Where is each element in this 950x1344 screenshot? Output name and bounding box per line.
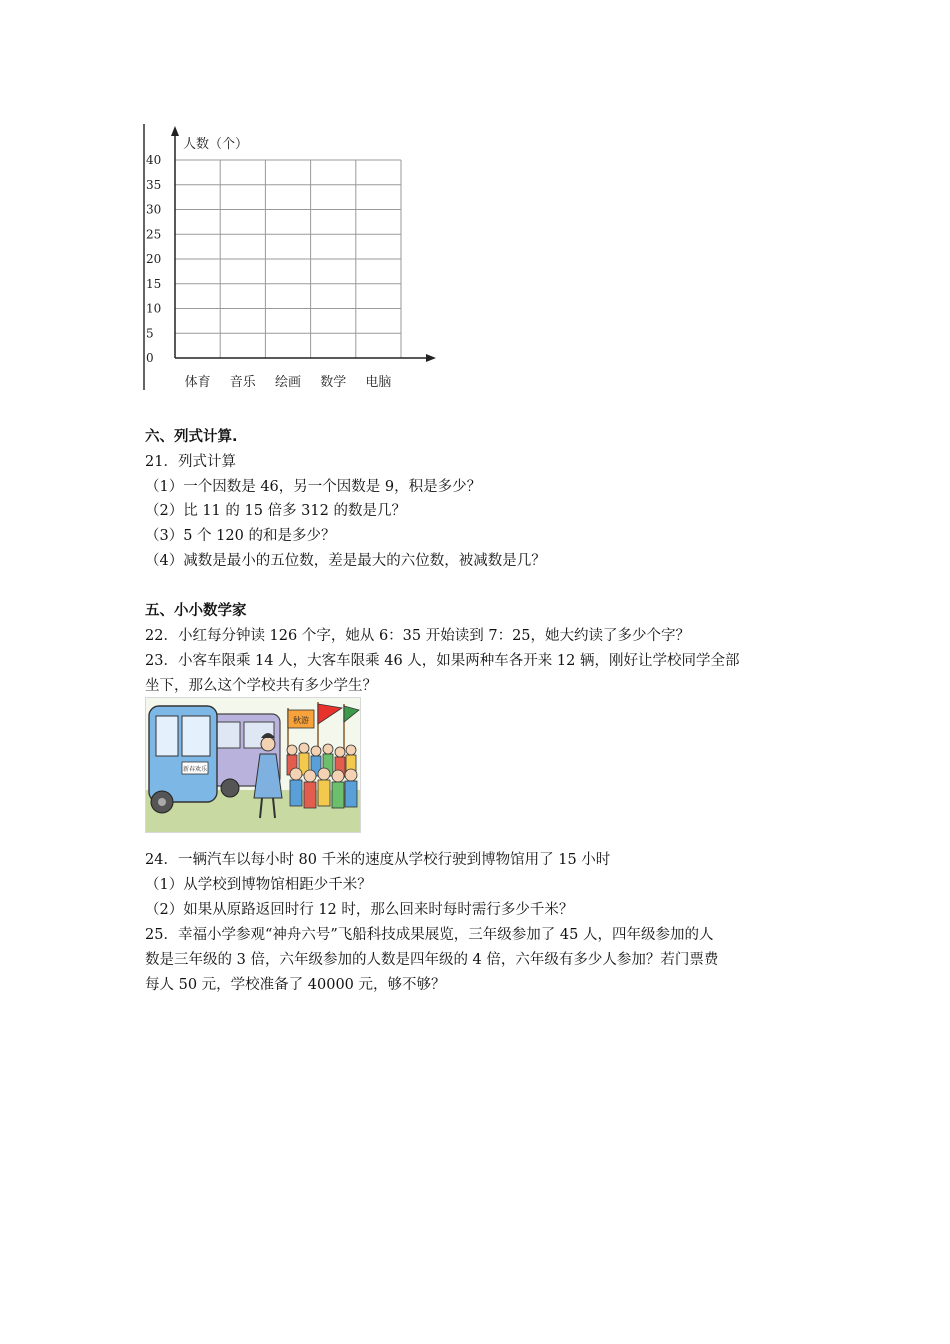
x-tick-label: 数学 bbox=[320, 375, 347, 390]
y-axis-arrow bbox=[171, 126, 179, 136]
bus-sign: 新春欢乐 bbox=[182, 766, 208, 773]
q24-item-2: （2）如果从原路返回时行 12 时，那么回来时每时需行多少千米？ bbox=[145, 902, 574, 918]
section6-heading: 六、列式计算. bbox=[145, 429, 238, 445]
q23-line-2: 坐下，那么这个学校共有多少学生？ bbox=[145, 678, 377, 694]
y-tick-label: 40 bbox=[146, 153, 162, 167]
y-axis-label: 人数（个） bbox=[183, 137, 249, 152]
x-tick-label: 电脑 bbox=[365, 375, 392, 390]
y-tick-label: 35 bbox=[146, 177, 162, 192]
y-tick-label: 10 bbox=[146, 301, 162, 316]
x-tick-label: 绘画 bbox=[274, 375, 302, 390]
q21-item-1: （1）一个因数是 46，另一个因数是 9，积是多少？ bbox=[145, 479, 482, 495]
y-tick-label: 5 bbox=[146, 326, 154, 341]
y-tick-label: 0 bbox=[146, 351, 154, 365]
x-axis-arrow bbox=[426, 354, 436, 362]
q22-text: 22．小红每分钟读 126 个字，她从 6：35 开始读到 7：25，她大约读了多少个字？ bbox=[145, 628, 691, 644]
y-tick-label: 20 bbox=[146, 252, 162, 266]
empty-bar-chart bbox=[140, 122, 440, 392]
q24-item-1: （1）从学校到博物馆相距少千米？ bbox=[145, 877, 372, 893]
q21-item-4: （4）减数是最小的五位数，差是最大的六位数，被减数是几？ bbox=[145, 553, 546, 569]
q25-line-2: 数是三年级的 3 倍，六年级参加的人数是四年级的 4 倍，六年级有多少人参加？若门票费 bbox=[145, 952, 719, 968]
q21-item-3: （3）5 个 120 的和是多少？ bbox=[145, 528, 336, 544]
chart-canvas bbox=[140, 122, 440, 392]
q23-line-1: 23．小客车限乘 14 人，大客车限乘 46 人，如果两种车各开来 12 辆，刚好让学校同学全部 bbox=[145, 653, 740, 669]
q21-title: 21．列式计算 bbox=[145, 454, 236, 470]
y-tick-label: 25 bbox=[146, 227, 162, 242]
field-trip-illustration bbox=[145, 697, 361, 833]
q21-item-2: （2）比 11 的 15 倍多 312 的数是几？ bbox=[145, 503, 406, 519]
q25-line-3: 每人 50 元，学校准备了 40000 元，够不够？ bbox=[145, 977, 446, 993]
y-tick-label: 30 bbox=[146, 202, 162, 217]
flag-sign: 秋游 bbox=[293, 716, 309, 725]
x-tick-label: 体育 bbox=[184, 375, 211, 390]
q25-line-1: 25．幸福小学参观“神舟六号”飞船科技成果展览，三年级参加了 45 人，四年级参加的人 bbox=[145, 927, 714, 943]
q24-title: 24．一辆汽车以每小时 80 千米的速度从学校行驶到博物馆用了 15 小时 bbox=[145, 852, 611, 868]
section5-heading: 五、小小数学家 bbox=[145, 603, 247, 619]
x-tick-label: 音乐 bbox=[229, 375, 256, 390]
y-tick-label: 15 bbox=[146, 276, 162, 291]
